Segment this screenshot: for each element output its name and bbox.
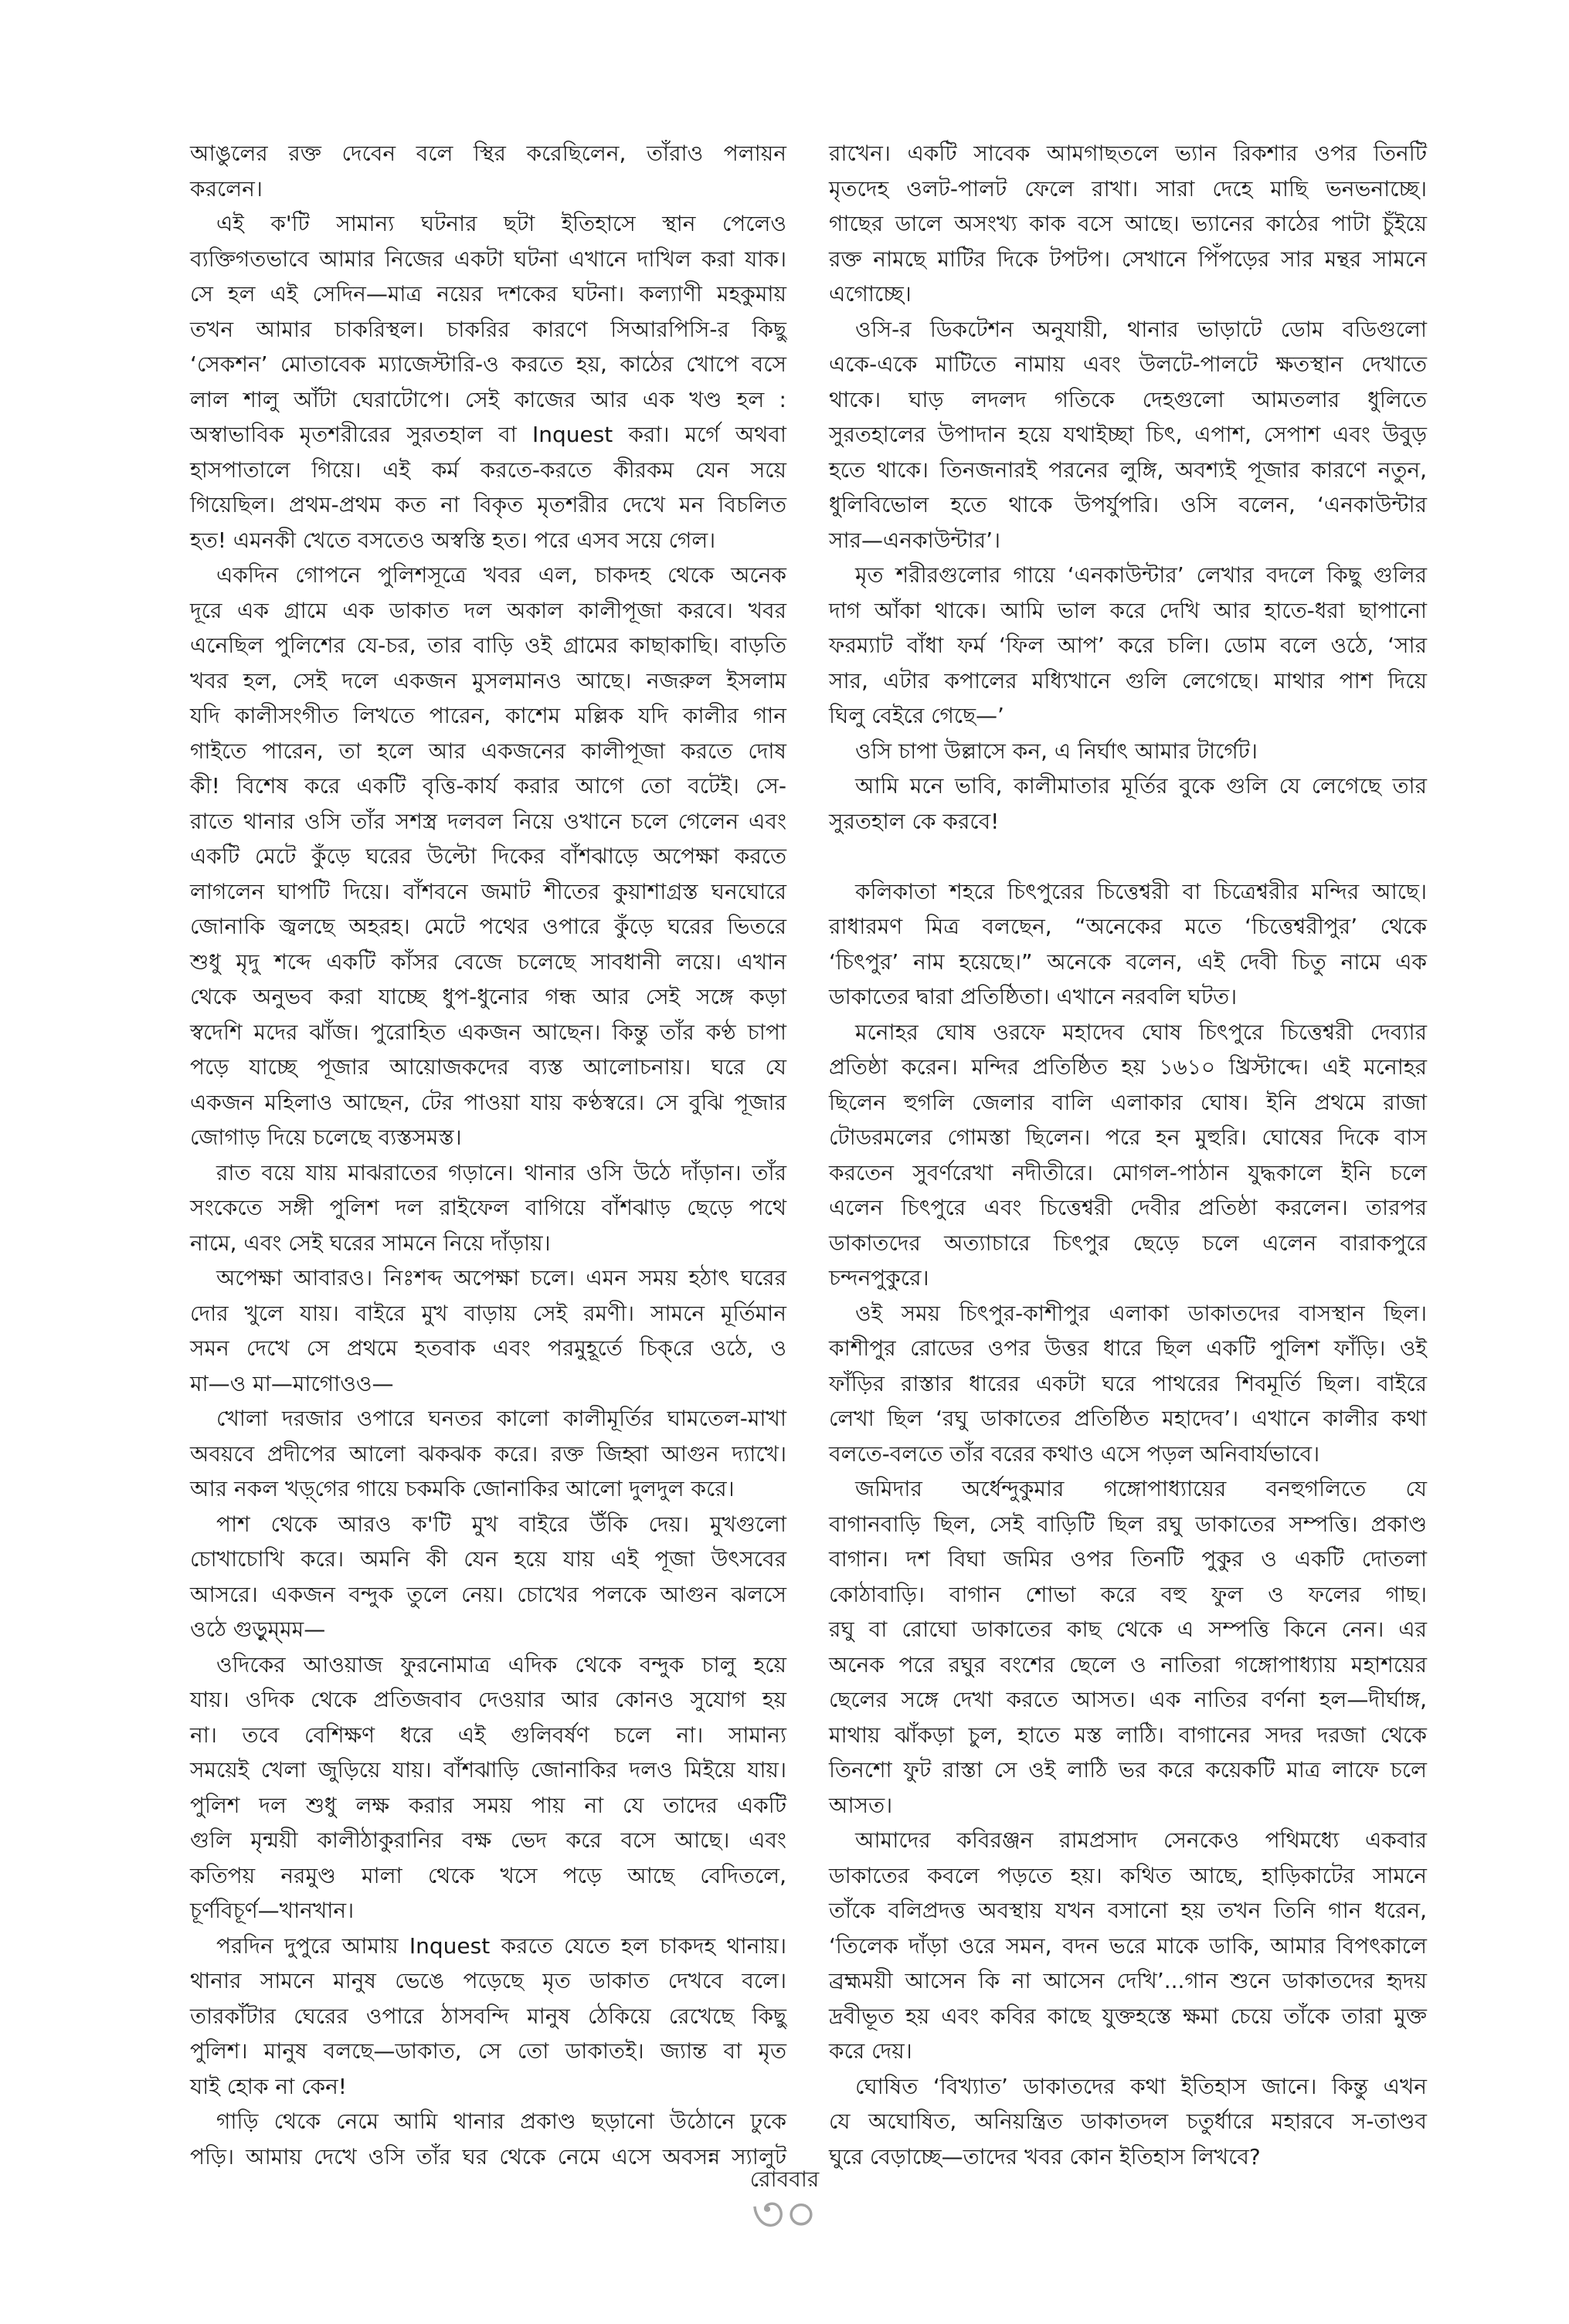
text-line: দূরে এক গ্রামে এক ডাকাত দল অকাল কালীপূজা করবে। খবর — [190, 597, 786, 623]
text-line: যাই হোক না কেন! — [190, 2073, 348, 2099]
text-line: একে-একে মাটিতে নামায় এবং উলটে-পালটে ক্ষতস্থান দেখাতে — [829, 351, 1427, 377]
paragraph — [190, 558, 786, 1155]
text-line: হাসপাতালে গিয়ে। এই কর্ম করতে-করতে কীরকম যেন সয়ে — [190, 456, 786, 483]
text-line: আমি মনে ভাবি, কালীমাতার মূর্তির বুকে গুলি যে লেগেছে তার — [855, 773, 1427, 799]
text-line: পরদিন দুপুরে আমায় Inquest করতে যেতে হল চাকদহ থানায়। — [216, 1932, 786, 1959]
text-line: গুলি মৃন্ময়ী কালীঠাকুরানির বক্ষ ভেদ করে বসে আছে। এবং — [190, 1827, 786, 1853]
text-line: লাগলেন ঘাপটি দিয়ে। বাঁশবনে জমাট শীতের কুয়াশাগ্রস্ত ঘনঘোরে — [190, 878, 786, 904]
text-line: কী! বিশেষ করে একটি বৃত্তি-কার্য করার আগে তো বটেই। সে- — [190, 773, 786, 799]
text-line: দাগ আঁকা থাকে। আমি ভাল করে দেখি আর হাতে-ধরা ছাপানো — [829, 597, 1427, 623]
paragraph — [829, 734, 1427, 769]
text-line: বলতে-বলতে তাঁর বরের কথাও এসে পড়ল অনিবার্যভাবে। — [829, 1440, 1320, 1467]
paragraph — [829, 558, 1427, 734]
text-line: ‘সেকশন’ মোতাবেক ম্যাজেস্টারি-ও করতে হয়, কাঠের খোপে বসে — [190, 351, 786, 377]
text-line: গাইতে পারেন, তা হলে আর একজনের কালীপূজা করতে দোষ — [190, 738, 786, 764]
text-line: সুরতহালের উপাদান হয়ে যথাইচ্ছা চিৎ, এপাশ, সেপাশ এবং উবুড় — [829, 422, 1427, 447]
paragraph — [829, 1015, 1427, 1296]
paragraph — [829, 874, 1427, 1015]
text-line: কাশীপুর রোডের ওপর উত্তর ধারে ছিল একটি পুলিশ ফাঁড়ি। ওই — [829, 1335, 1427, 1361]
text-line: থাকে। ঘাড় লদলদ গতিকে দেহগুলো আমতলার ধুলিতে — [829, 386, 1427, 412]
text-line: কতিপয় নরমুণ্ড মালা থেকে খসে পড়ে আছে বেদিতলে, — [190, 1862, 786, 1888]
text-line: ব্যক্তিগতভাবে আমার নিজের একটা ঘটনা এখানে দাখিল করা যাক। — [190, 246, 786, 272]
text-line: সার, এটার কপালের মধ্যিখানে গুলি লেগেছে। মাথার পাশ দিয়ে — [829, 667, 1427, 694]
text-line: তিনশো ফুট রাস্তা সে ওই লাঠি ভর করে কয়েকটি মাত্র লাফে চলে — [829, 1757, 1427, 1783]
section-break — [829, 839, 1427, 874]
text-line: ঘিলু বেইরে গেছে—’ — [829, 703, 1004, 728]
text-line: মৃত শরীরগুলোর গায়ে ‘এনকাউন্টার’ লেখার বদলে কিছু গুলির — [855, 562, 1427, 588]
text-line: অস্বাভাবিক মৃতশরীরের সুরতহাল বা Inquest করা। মর্গে অথবা — [190, 422, 786, 447]
text-line: ধুলিবিভোল হতে থাকে উপর্যুপরি। ওসি বলেন, ‘এনকাউন্টার — [829, 492, 1427, 517]
text-line: রঘু বা রোঘো ডাকাতের কাছ থেকে এ সম্পত্তি কিনে নেন। এর — [829, 1617, 1427, 1642]
text-line: সংকেতে সঙ্গী পুলিশ দল রাইফেল বাগিয়ে বাঁশঝাড় ছেড়ে পথে — [190, 1195, 786, 1220]
text-line: লেখা ছিল ‘রঘু ডাকাতের প্রতিষ্ঠিত মহাদেব’। এখানে কালীর কথা — [829, 1406, 1427, 1431]
paragraph — [190, 206, 786, 558]
text-line: তখন আমার চাকরিস্থল। চাকরির কারণে সিআরপিসি-র কিছু — [190, 316, 786, 342]
text-line: বাগানবাড়ি ছিল, সেই বাড়িটি ছিল রঘু ডাকাতের সম্পত্তি। প্রকাণ্ড — [829, 1511, 1427, 1537]
text-line: ঘুরে বেড়াচ্ছে—তাদের খবর কোন ইতিহাস লিখবে? — [829, 2143, 1261, 2170]
paragraph — [190, 1929, 786, 2105]
text-line: এলেন চিৎপুরে এবং চিত্তেশ্বরী দেবীর প্রতিষ্ঠা করলেন। তারপর — [829, 1195, 1427, 1220]
text-line: শুধু মৃদু শব্দে একটি কাঁসর বেজে চলেছে সাবধানী লয়ে। এখান — [190, 948, 786, 975]
text-line: ফাঁড়ির রাস্তার ধারের একটা ঘরে পাথরের শিবমূর্তি ছিল। বাইরে — [829, 1370, 1427, 1396]
text-line: থানার সামনে মানুষ ভেঙে পড়েছে মৃত ডাকাত দেখবে বলে। — [190, 1968, 786, 1993]
text-line: সময়েই খেলা জুড়িয়ে যায়। বাঁশঝাড়ি জোনাকির দলও মিইয়ে যায়। — [190, 1757, 786, 1783]
text-line: ওসি-র ডিকটেশন অনুযায়ী, থানার ভাড়াটে ডোম বডিগুলো — [855, 316, 1427, 342]
text-line: প্রতিষ্ঠা করেন। মন্দির প্রতিষ্ঠিত হয় ১৬১০ খ্রিস্টাব্দে। এই মনোহর — [829, 1054, 1427, 1080]
text-line: জমিদার অর্ধেন্দুকুমার গঙ্গোপাধ্যায়ের বনহুগলিতে যে — [855, 1476, 1427, 1501]
text-line: ডাকাতদের অত্যাচারে চিৎপুর ছেড়ে চলে এলেন বারাকপুরে — [829, 1230, 1427, 1256]
text-line: রক্ত নামছে মাটির দিকে টপটপ। সেখানে পিঁপড়ের সার মন্থর সামনে — [829, 246, 1427, 272]
text-line: স্বদেশি মদের ঝাঁজ। পুরোহিত একজন আছেন। কিন্তু তাঁর কণ্ঠ চাপা — [190, 1019, 786, 1045]
paragraph — [829, 2069, 1427, 2175]
text-line: মা—ও মা—মাগোওও— — [190, 1370, 394, 1396]
text-line: অবয়বে প্রদীপের আলো ঝকঝক করে। রক্ত জিহ্বা আগুন দ্যাখে। — [190, 1440, 786, 1467]
paragraph — [829, 768, 1427, 839]
text-line: পাশ থেকে আরও ক'টি মুখ বাইরে উঁকি দেয়। মুখগুলো — [216, 1511, 786, 1537]
text-line: ওঠে গুড়ুম্‌মম— — [190, 1617, 326, 1642]
text-line: আসত। — [829, 1792, 893, 1818]
text-line: একদিন গোপনে পুলিশসূত্রে খবর এল, চাকদহ থেকে অনেক — [216, 562, 786, 588]
text-line: আসরে। একজন বন্দুক তুলে নেয়। চোখের পলকে আগুন ঝলসে — [190, 1581, 786, 1607]
text-column-left — [190, 136, 786, 2174]
paragraph — [190, 1155, 786, 1261]
paragraph — [829, 312, 1427, 558]
text-line: জোনাকি জ্বলছে অহরহ। মেটে পথের ওপারে কুঁড়ে ঘরের ভিতরে — [190, 914, 786, 939]
text-line: ছেলের সঙ্গে দেখা করতে আসত। এক নাতির বর্ণনা হল—দীর্ঘাঙ্গ, — [829, 1687, 1427, 1712]
text-line: আমাদের কবিরঞ্জন রামপ্রসাদ সেনকেও পথিমধ্যে একবার — [855, 1827, 1427, 1853]
text-line: আর নকল খড়্‌গের গায়ে চকমকি জোনাকির আলো দুলদুল করে। — [190, 1476, 735, 1501]
text-line: থেকে অনুভব করা যাচ্ছে ধুপ-ধুনোর গন্ধ আর সেই সঙ্গে কড়া — [190, 984, 786, 1009]
text-line: গাছের ডালে অসংখ্য কাক বসে আছে। ভ্যানের কাঠের পাটা চুঁইয়ে — [829, 211, 1427, 236]
text-line: লাল শালু আঁটা ঘেরাটোপে। সেই কাজের আর এক খণ্ড হল : — [190, 386, 786, 412]
text-line: চূর্ণবিচূর্ণ—খানখান। — [190, 1898, 355, 1923]
text-line: হত! এমনকী খেতে বসতেও অস্বস্তি হত। পরে এসব সয়ে গেল। — [190, 527, 716, 553]
text-line: নামে, এবং সেই ঘরের সামনে নিয়ে দাঁড়ায়। — [190, 1230, 551, 1256]
text-line: চন্দনপুকুরে। — [829, 1265, 929, 1291]
paragraph — [829, 1823, 1427, 2069]
page-number: ৩০ — [751, 2184, 818, 2244]
text-line: এই ক'টি সামান্য ঘটনার ছটা ইতিহাসে স্থান পেলেও — [216, 211, 786, 236]
text-line: রাধারমণ মিত্র বলছেন, “অনেকের মতে ‘চিত্তেশ্বরীপুর’ থেকে — [829, 914, 1427, 939]
text-line: না। তবে বেশিক্ষণ ধরে এই গুলিবর্ষণ চলে না। সামান্য — [190, 1722, 786, 1748]
text-line: যে অঘোষিত, অনিয়ন্ত্রিত ডাকাতদল চতুর্ধারে মহারবে স-তাণ্ডব — [829, 2109, 1427, 2134]
text-line: বাগান। দশ বিঘা জমির ওপর তিনটি পুকুর ও একটি দোতলা — [829, 1546, 1427, 1572]
text-line: রাত বয়ে যায় মাঝরাতের গড়ানে। থানার ওসি উঠে দাঁড়ান। তাঁর — [216, 1159, 786, 1186]
text-line: পুলিশ দল শুধু লক্ষ করার সময় পায় না যে তাদের একটি — [190, 1792, 786, 1818]
paragraph — [190, 1401, 786, 1507]
text-line: পুলিশ। মানুষ বলছে—ডাকাত, সে তো ডাকাতই। জ্যান্ত বা মৃত — [190, 2038, 786, 2064]
text-line: খবর হল, সেই দলে একজন মুসলমানও আছে। নজরুল ইসলাম — [190, 667, 786, 694]
text-line: ফরম্যাট বাঁধা ফর্ম ‘ফিল আপ’ করে চলি। ডোম বলে ওঠে, ‘সার — [829, 633, 1427, 658]
text-line: দ্রবীভূত হয় এবং কবির কাছে যুক্তহস্তে ক্ষমা চেয়ে তাঁকে তারা মুক্ত — [829, 2003, 1427, 2029]
text-line: তারকাঁটার ঘেরের ওপারে ঠাসবন্দি মানুষ ঠেকিয়ে রেখেছে কিছু — [190, 2003, 786, 2029]
text-line: ঘোষিত ‘বিখ্যাত’ ডাকাতদের কথা ইতিহাস জানে। কিন্তু এখন — [855, 2073, 1427, 2099]
text-line: চোখাচোখি করে। অমনি কী যেন হয়ে যায় এই পূজা উৎসবের — [190, 1546, 786, 1572]
text-line: ওদিকের আওয়াজ ফুরনোমাত্র এদিক থেকে বন্দুক চালু হয়ে — [216, 1651, 786, 1678]
text-line: হতে থাকে। তিনজনারই পরনের লুঙ্গি, অবশ্যই পূজার কারণে নতুন, — [829, 456, 1427, 483]
text-line: ব্রহ্মময়ী আসেন কি না আসেন দেখি’...গান শুনে ডাকাতদের হৃদয় — [829, 1968, 1427, 1993]
text-line: মনোহর ঘোষ ওরফে মহাদেব ঘোষ চিৎপুরে চিত্তেশ্বরী দেব্যার — [855, 1019, 1427, 1045]
paragraph — [190, 1647, 786, 1929]
paragraph — [190, 136, 786, 206]
paragraph — [829, 1471, 1427, 1823]
text-line: পড়ে যাচ্ছে পূজার আয়োজকদের ব্যস্ত আলোচনায়। ঘরে যে — [190, 1054, 786, 1080]
text-line: সুরতহাল কে করবে! — [829, 808, 1000, 834]
text-line: রাতে থানার ওসি তাঁর সশস্ত্র দলবল নিয়ে ওখানে চলে গেলেন এবং — [190, 808, 786, 834]
text-line: ‘চিৎপুর’ নাম হয়েছে।” অনেকে বলেন, এই দেবী চিতু নামে এক — [829, 948, 1427, 975]
text-line: অনেক পরে রঘুর বংশের ছেলে ও নাতিরা গঙ্গোপাধ্যায় মহাশয়ের — [829, 1651, 1427, 1678]
text-line: সার—এনকাউন্টার’। — [829, 527, 1001, 553]
text-line: কোঠাবাড়ি। বাগান শোভা করে বহু ফুল ও ফলের গাছ। — [829, 1581, 1427, 1607]
text-line: ‘তিলেক দাঁড়া ওরে সমন, বদন ভরে মাকে ডাকি, আমার বিপৎকালে — [829, 1932, 1427, 1959]
text-line: অপেক্ষা আবারও। নিঃশব্দ অপেক্ষা চলে। এমন সময় হঠাৎ ঘরের — [216, 1265, 786, 1291]
text-line: করতেন সুবর্ণরেখা নদীতীরে। মোগল-পাঠান যুদ্ধকালে ইনি চলে — [829, 1159, 1427, 1186]
text-line: মাথায় ঝাঁকড়া চুল, হাতে মস্ত লাঠি। বাগানের সদর দরজা থেকে — [829, 1722, 1427, 1748]
text-line: একজন মহিলাও আছেন, টের পাওয়া যায় কণ্ঠস্বরে। সে বুঝি পূজার — [190, 1089, 786, 1115]
text-line: ওসি চাপা উল্লাসে কন, এ নির্ঘাৎ আমার টার্গেট। — [855, 738, 1258, 764]
text-line: ছিলেন হুগলি জেলার বালি এলাকার ঘোষ। ইনি প্রথমে রাজা — [829, 1089, 1427, 1115]
text-line: যদি কালীসংগীত লিখতে পারেন, কাশেম মল্লিক যদি কালীর গান — [190, 703, 786, 728]
text-line: গিয়েছিল। প্রথম-প্রথম কত না বিকৃত মৃতশরীর দেখে মন বিচলিত — [190, 492, 786, 517]
text-line: পড়ি। আমায় দেখে ওসি তাঁর ঘর থেকে নেমে এসে অবসন্ন স্যালুট — [190, 2143, 786, 2170]
publication-name: রোববার — [749, 2166, 820, 2192]
text-line: কলিকাতা শহরে চিৎপুরের চিত্তেশ্বরী বা চিত্রেশ্বরীর মন্দির আছে। — [855, 878, 1427, 904]
text-line: ডাকাতের কবলে পড়তে হয়। কথিত আছে, হাড়িকাটের সামনে — [829, 1862, 1427, 1888]
text-line: খোলা দরজার ওপারে ঘনতর কালো কালীমূর্তির ঘামতেল-মাখা — [216, 1406, 786, 1431]
text-line: মৃতদেহ ওলট-পালট ফেলে রাখা। সারা দেহে মাছি ভনভনাচ্ছে। — [829, 175, 1427, 202]
text-column-right — [829, 136, 1427, 2174]
text-line: ডাকাতের দ্বারা প্রতিষ্ঠিতা। এখানে নরবলি ঘটত। — [829, 984, 1238, 1009]
paragraph — [190, 1507, 786, 1647]
text-line: গাড়ি থেকে নেমে আমি থানার প্রকাণ্ড ছড়ানো উঠোনে ঢুকে — [216, 2109, 786, 2134]
paragraph — [190, 1260, 786, 1401]
text-line: একটি মেটে কুঁড়ে ঘরের উল্টো দিকের বাঁশঝাড়ে অপেক্ষা করতে — [190, 843, 786, 869]
text-line: এগোচ্ছে। — [829, 281, 912, 307]
paragraph — [829, 1296, 1427, 1472]
text-line: করে দেয়। — [829, 2038, 912, 2064]
text-line: দোর খুলে যায়। বাইরে মুখ বাড়ায় সেই রমণী। সামনে মূর্তিমান — [190, 1300, 786, 1326]
text-line: জোগাড় দিয়ে চলেছে ব্যস্তসমস্ত। — [190, 1125, 462, 1150]
paragraph — [829, 136, 1427, 312]
text-line: টোডরমলের গোমস্তা ছিলেন। পরে হন মুহুরি। ঘোষের দিকে বাস — [829, 1125, 1427, 1150]
text-line: আঙুলের রক্ত দেবেন বলে স্থির করেছিলেন, তাঁরাও পলায়ন — [190, 141, 786, 166]
text-line: তাঁকে বলিপ্রদত্ত অবস্থায় যখন বসানো হয় তখন তিনি গান ধরেন, — [829, 1898, 1427, 1923]
text-line: সমন দেখে সে প্রথমে হতবাক এবং পরমুহূর্তে চিক্‌রে ওঠে, ও — [190, 1335, 786, 1361]
text-line: করলেন। — [190, 175, 263, 202]
text-line: ওই সময় চিৎপুর-কাশীপুর এলাকা ডাকাতদের বাসস্থান ছিল। — [855, 1300, 1427, 1326]
text-line: সে হল এই সেদিন—মাত্র নয়ের দশকের ঘটনা। কল্যাণী মহকুমায় — [190, 281, 786, 307]
text-line: যায়। ওদিক থেকে প্রতিজবাব দেওয়ার আর কোনও সুযোগ হয় — [190, 1687, 786, 1712]
text-line: রাখেন। একটি সাবেক আমগাছতলে ভ্যান রিকশার ওপর তিনটি — [829, 141, 1427, 166]
text-line: এনেছিল পুলিশের যে-চর, তার বাড়ি ওই গ্রামের কাছাকাছি। বাড়তি — [190, 633, 786, 658]
